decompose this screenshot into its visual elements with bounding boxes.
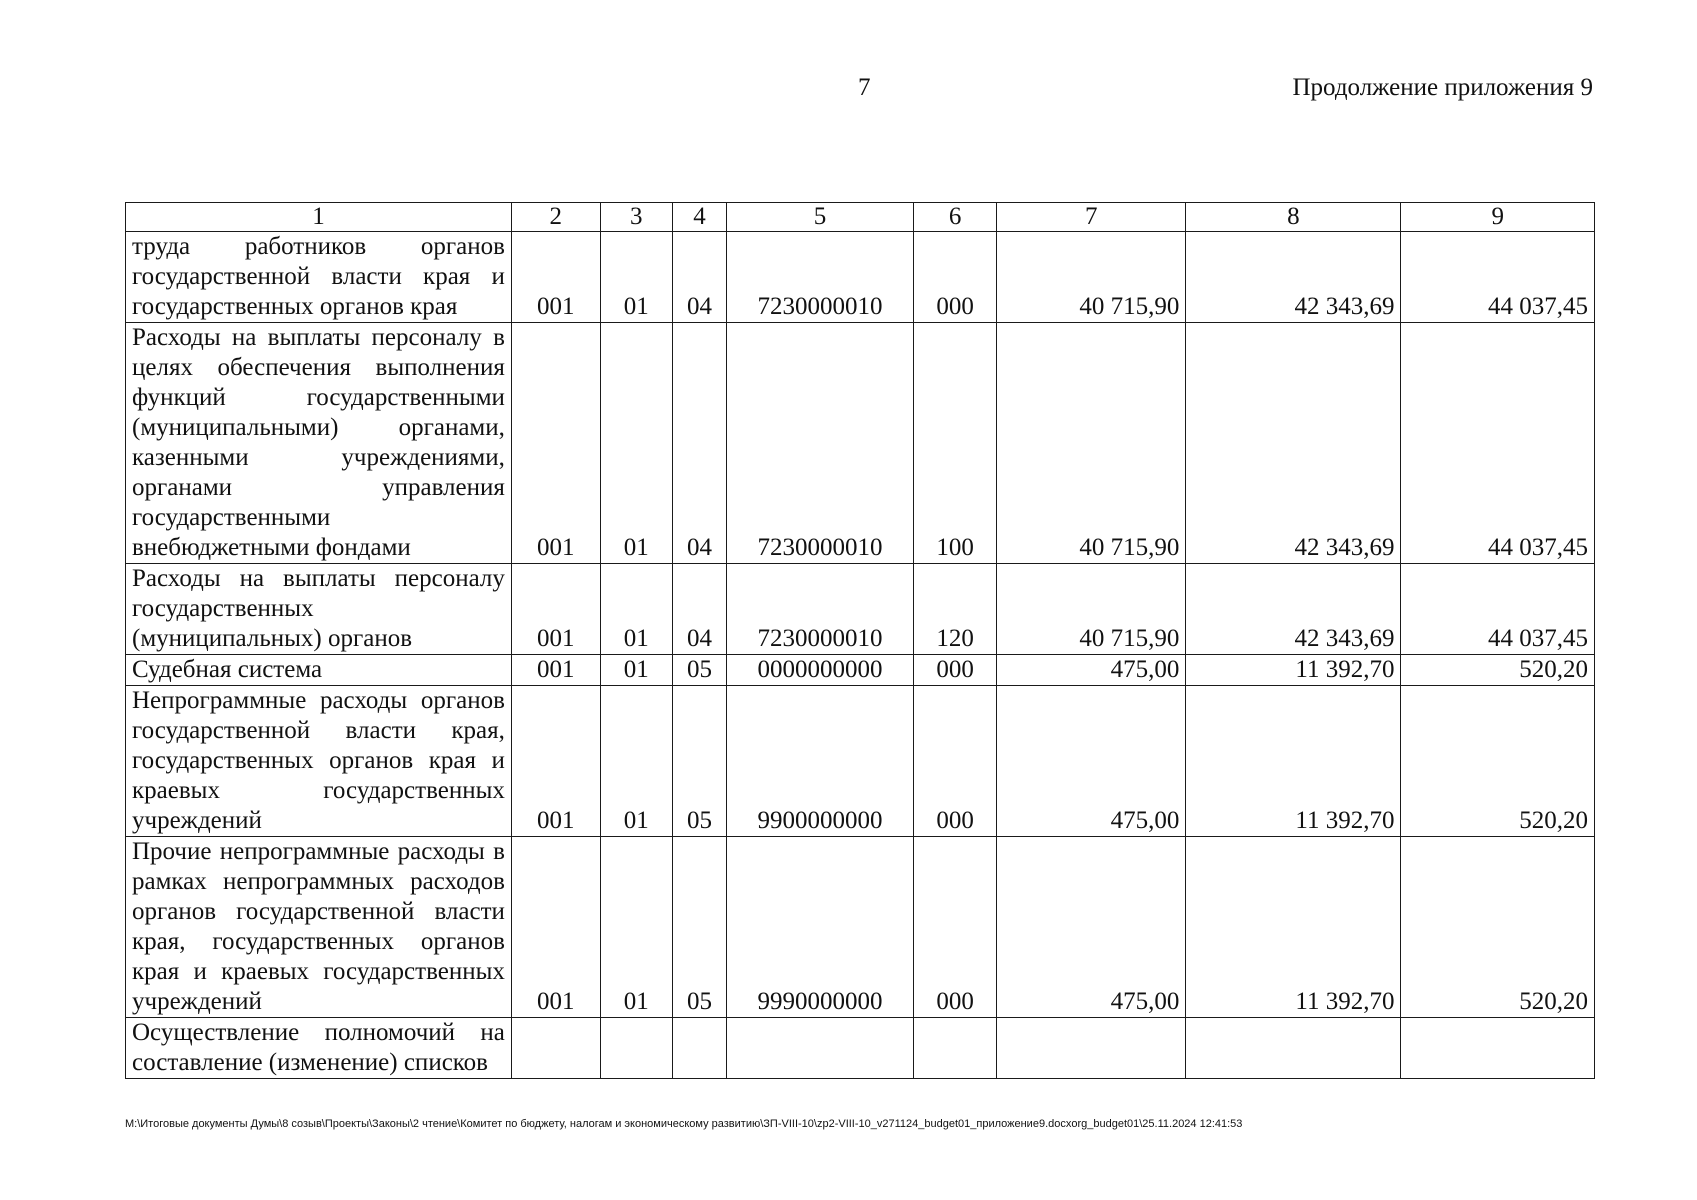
table-row: [126, 655, 1595, 686]
target-article-cell: 7230000010: [726, 232, 913, 323]
expense-name-cell: Расходы на выплаты персоналу государственных (муниципальных) органов: [126, 564, 512, 655]
amount-col8-cell: 11 392,70: [1186, 686, 1401, 837]
amount-col8-cell: 42 343,69: [1186, 232, 1401, 323]
section-code-cell: [600, 1018, 672, 1079]
target-article-cell: 9990000000: [726, 837, 913, 1018]
column-header-4: 4: [672, 203, 726, 232]
column-header-9: 9: [1401, 203, 1595, 232]
target-article-cell: [726, 1018, 913, 1079]
amount-col9-cell: 520,20: [1401, 686, 1595, 837]
column-header-8: 8: [1186, 203, 1401, 232]
section-code-cell: 01: [600, 837, 672, 1018]
expense-name-cell: Расходы на выплаты персоналу в целях обеспечения выполнения функций государственными (муниципальными) органами, казенными учреждениями, органами управления государственными внебюджетными фондами: [126, 323, 512, 564]
amount-col7-cell: 40 715,90: [997, 323, 1186, 564]
expense-type-cell: 100: [913, 323, 996, 564]
subsection-code-cell: [672, 1018, 726, 1079]
amount-col8-cell: [1186, 1018, 1401, 1079]
column-header-5: 5: [726, 203, 913, 232]
amount-col8-cell: 42 343,69: [1186, 323, 1401, 564]
amount-col8-cell: 11 392,70: [1186, 655, 1401, 686]
table-header-row: [126, 203, 1595, 232]
amount-col9-cell: 44 037,45: [1401, 564, 1595, 655]
table-row: [126, 232, 1595, 323]
amount-col8-cell: 11 392,70: [1186, 837, 1401, 1018]
appendix-continuation-label: Продолжение приложения 9: [1292, 74, 1593, 101]
column-header-2: 2: [511, 203, 600, 232]
expense-name-cell: Непрограммные расходы органов государственной власти края, государственных органов края и краевых государственных учреждений: [126, 686, 512, 837]
subsection-code-cell: 05: [672, 837, 726, 1018]
document-file-path: M:\Итоговые документы Думы\8 созыв\Проекты\Законы\2 чтение\Комитет по бюджету, налогам и экономическому развитию\ЗП-VIII-10\zp2-VIII-10_v271124_budget01_приложение9.docxorg_budget01\25.11.2024 12:41:53: [125, 1118, 1243, 1130]
target-article-cell: 7230000010: [726, 564, 913, 655]
expense-type-cell: 000: [913, 655, 996, 686]
amount-col7-cell: [997, 1018, 1186, 1079]
expense-type-cell: 000: [913, 232, 996, 323]
amount-col9-cell: 520,20: [1401, 837, 1595, 1018]
ministry-code-cell: 001: [511, 837, 600, 1018]
page-number: 7: [858, 74, 871, 101]
target-article-cell: 0000000000: [726, 655, 913, 686]
subsection-code-cell: 04: [672, 564, 726, 655]
expense-type-cell: 000: [913, 686, 996, 837]
column-header-1: 1: [126, 203, 512, 232]
section-code-cell: 01: [600, 686, 672, 837]
section-code-cell: 01: [600, 323, 672, 564]
amount-col9-cell: 44 037,45: [1401, 323, 1595, 564]
expense-type-cell: [913, 1018, 996, 1079]
amount-col9-cell: [1401, 1018, 1595, 1079]
subsection-code-cell: 05: [672, 686, 726, 837]
ministry-code-cell: [511, 1018, 600, 1079]
amount-col7-cell: 475,00: [997, 655, 1186, 686]
subsection-code-cell: 04: [672, 323, 726, 564]
target-article-cell: 9900000000: [726, 686, 913, 837]
table-row: [126, 564, 1595, 655]
section-code-cell: 01: [600, 232, 672, 323]
amount-col7-cell: 40 715,90: [997, 564, 1186, 655]
ministry-code-cell: 001: [511, 232, 600, 323]
ministry-code-cell: 001: [511, 323, 600, 564]
section-code-cell: 01: [600, 564, 672, 655]
table-row: [126, 1018, 1595, 1079]
expense-name-cell: Осуществление полномочий на составление (изменение) списков: [126, 1018, 512, 1079]
subsection-code-cell: 04: [672, 232, 726, 323]
expense-type-cell: 120: [913, 564, 996, 655]
target-article-cell: 7230000010: [726, 323, 913, 564]
amount-col7-cell: 475,00: [997, 686, 1186, 837]
amount-col8-cell: 42 343,69: [1186, 564, 1401, 655]
column-header-6: 6: [913, 203, 996, 232]
amount-col9-cell: 520,20: [1401, 655, 1595, 686]
amount-col7-cell: 40 715,90: [997, 232, 1186, 323]
ministry-code-cell: 001: [511, 564, 600, 655]
column-header-3: 3: [600, 203, 672, 232]
amount-col9-cell: 44 037,45: [1401, 232, 1595, 323]
ministry-code-cell: 001: [511, 686, 600, 837]
column-header-7: 7: [997, 203, 1186, 232]
amount-col7-cell: 475,00: [997, 837, 1186, 1018]
expense-name-cell: Судебная система: [126, 655, 512, 686]
section-code-cell: 01: [600, 655, 672, 686]
expense-name-cell: Прочие непрограммные расходы в рамках непрограммных расходов органов государственной власти края, государственных органов края и краевых государственных учреждений: [126, 837, 512, 1018]
subsection-code-cell: 05: [672, 655, 726, 686]
budget-table: [125, 202, 1595, 1079]
table-row: [126, 323, 1595, 564]
ministry-code-cell: 001: [511, 655, 600, 686]
table-row: [126, 686, 1595, 837]
expense-type-cell: 000: [913, 837, 996, 1018]
table-row: [126, 837, 1595, 1018]
expense-name-cell: труда работников органов государственной власти края и государственных органов края: [126, 232, 512, 323]
